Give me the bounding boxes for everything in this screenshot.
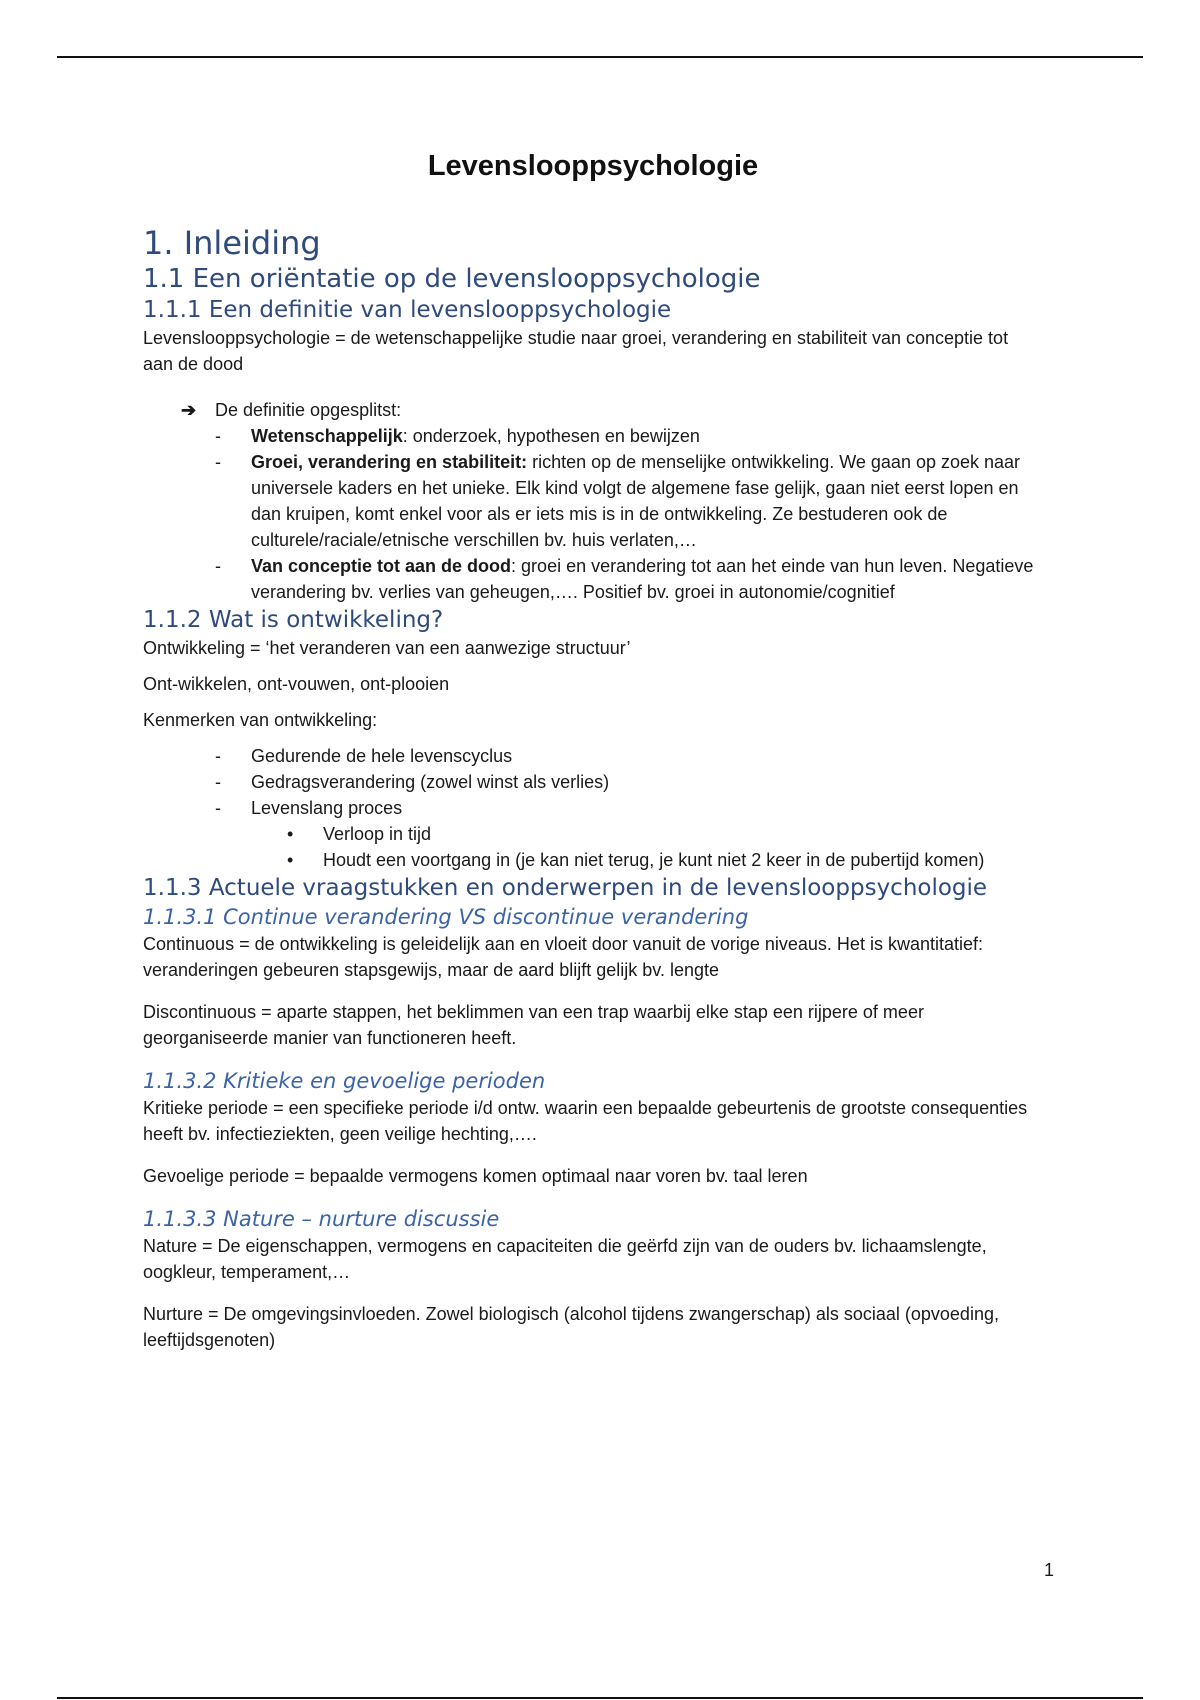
- bullet-icon: •: [287, 824, 294, 844]
- ontwikkeling-words: Ont-wikkelen, ont-vouwen, ont-plooien: [143, 674, 450, 694]
- list-item-text: Gedurende de hele levenscyclus: [251, 746, 513, 766]
- list-item: [143, 821, 1043, 847]
- heading-1-1-3-1: 1.1.3.1 Continue verandering VS discontinue verandering: [143, 905, 749, 929]
- heading-1-1-3-3: 1.1.3.3 Nature – nurture discussie: [143, 1207, 500, 1231]
- definition-list: [143, 423, 1043, 605]
- list-item: [143, 743, 1043, 769]
- heading-1-1-3-2: 1.1.3.2 Kritieke en gevoelige perioden: [143, 1069, 546, 1093]
- definition-paragraph: Levenslooppsychologie = de wetenschappelijke studie naar groei, verandering en stabiliteit van conceptie tot aan de dood: [143, 328, 1009, 374]
- document-page: [143, 140, 1043, 1353]
- list-item-text: Verloop in tijd: [323, 824, 432, 844]
- dash-icon: -: [215, 746, 221, 766]
- dash-icon: -: [215, 452, 221, 472]
- heading-1: 1. Inleiding: [143, 224, 321, 262]
- header-rule: [57, 56, 1143, 58]
- footer-rule: [57, 1697, 1143, 1699]
- kenmerken-sublist: [143, 821, 1043, 873]
- list-item: [143, 847, 1043, 873]
- heading-1-1-3: 1.1.3 Actuele vraagstukken en onderwerpen in de levenslooppsychologie: [143, 875, 988, 901]
- page-number: 1: [1044, 1560, 1055, 1580]
- list-item-text: : groei en verandering tot aan het einde van hun leven. Negatieve verandering bv. verlies van geheugen,…. Positief bv. groei in autonomie/cognitief: [251, 556, 1034, 602]
- list-item: [143, 423, 1043, 449]
- kenmerken-label: Kenmerken van ontwikkeling:: [143, 710, 378, 730]
- dash-icon: -: [215, 426, 221, 446]
- list-item: [143, 449, 1043, 553]
- list-item: [143, 553, 1043, 605]
- list-item-term: Wetenschappelijk: [251, 426, 403, 446]
- bullet-icon: •: [287, 850, 294, 870]
- nature-paragraph: Nature = De eigenschappen, vermogens en capaciteiten die geërfd zijn van de ouders bv. lichaamslengte, oogkleur, temperament,…: [143, 1236, 987, 1282]
- discontinuous-paragraph: Discontinuous = aparte stappen, het beklimmen van een trap waarbij elke stap een rijpere of meer georganiseerde manier van functioneren heeft.: [143, 1002, 924, 1048]
- list-item-text: Levenslang proces: [251, 798, 403, 818]
- list-item-text: Gedragsverandering (zowel winst als verlies): [251, 772, 610, 792]
- arrow-text: De definitie opgesplitst:: [215, 400, 402, 420]
- dash-icon: -: [215, 798, 221, 818]
- dash-icon: -: [215, 556, 221, 576]
- list-item-term: Van conceptie tot aan de dood: [251, 556, 512, 576]
- ontwikkeling-definition: Ontwikkeling = ‘het veranderen van een aanwezige structuur’: [143, 638, 631, 658]
- heading-1-1-2: 1.1.2 Wat is ontwikkeling?: [143, 607, 444, 633]
- dash-icon: -: [215, 772, 221, 792]
- nurture-paragraph: Nurture = De omgevingsinvloeden. Zowel biologisch (alcohol tijdens zwangerschap) als sociaal (opvoeding, leeftijdsgenoten): [143, 1304, 999, 1350]
- list-item-text: : onderzoek, hypothesen en bewijzen: [402, 426, 700, 446]
- heading-1-1: 1.1 Een oriëntatie op de levenslooppsychologie: [143, 264, 761, 294]
- continuous-paragraph: Continuous = de ontwikkeling is geleidelijk aan en vloeit door vanuit de vorige niveaus. Het is kwantitatief: veranderingen gebeuren stapsgewijs, maar de aard blijft gelijk bv. lengte: [143, 934, 983, 980]
- list-item-term: Groei, verandering en stabiliteit:: [251, 452, 528, 472]
- gevoelige-paragraph: Gevoelige periode = bepaalde vermogens komen optimaal naar voren bv. taal leren: [143, 1166, 808, 1186]
- list-item: [143, 769, 1043, 795]
- arrow-icon: ➔: [181, 400, 197, 420]
- definition-split-intro: [143, 397, 1043, 423]
- document-title: Levenslooppsychologie: [427, 150, 759, 182]
- kenmerken-list: [143, 743, 1043, 821]
- heading-1-1-1: 1.1.1 Een definitie van levenslooppsychologie: [143, 297, 672, 323]
- kritieke-paragraph: Kritieke periode = een specifieke periode i/d ontw. waarin een bepaalde gebeurtenis de grootste consequenties heeft bv. infectieziekten, geen veilige hechting,….: [143, 1098, 1028, 1144]
- list-item: [143, 795, 1043, 821]
- list-item-text: Houdt een voortgang in (je kan niet terug, je kunt niet 2 keer in de pubertijd komen): [323, 850, 985, 870]
- list-item-text: richten op de menselijke ontwikkeling. We gaan op zoek naar universele kaders en het unieke. Elk kind volgt de algemene fase gelijk, gaan niet eerst lopen en dan kruipen, komt enkel voor als er iets mis is in de ontwikkeling. Ze bestuderen ook de culturele/raciale/etnische verschillen bv. huis verlaten,…: [251, 452, 1021, 550]
